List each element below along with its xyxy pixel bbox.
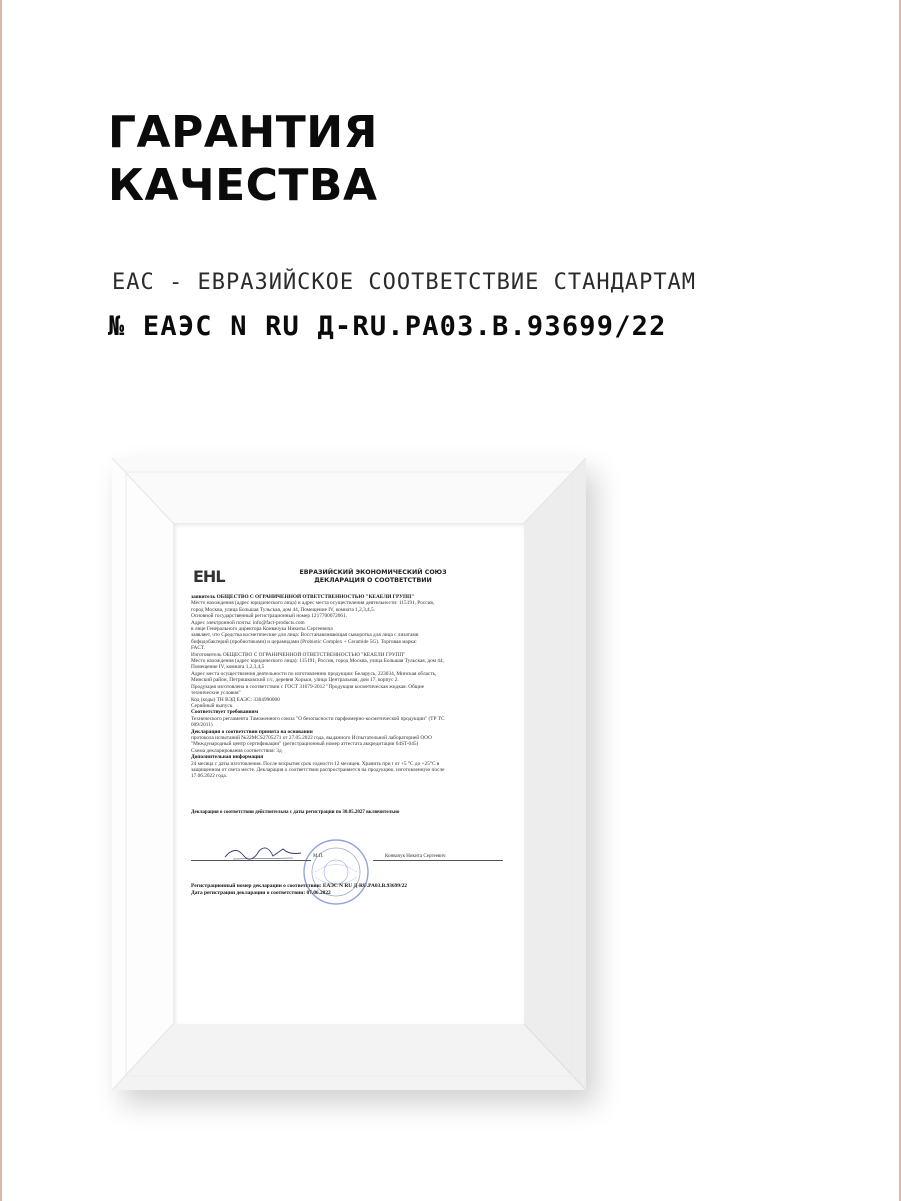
document-line: протокола испытаний №22MCS2705271 от 27.05.2022 года, выданного Испытательной лабораторией ООО <box>191 734 432 741</box>
title-line-1: ГАРАНТИЯ <box>108 107 378 158</box>
document-line: FACT. <box>191 645 206 652</box>
document-line: Декларация о соответствии принята на основании <box>191 728 313 735</box>
left-edge-line <box>0 0 2 1201</box>
document-line: 24 месяца с даты изготовления. После вскрытия срок годности 12 месяцев. Хранить при t от +5 °С до +25°С в <box>191 760 440 767</box>
seal-mark: М.П. <box>313 854 324 859</box>
document-line: бифидобактерий (пробиотиками) и церамидами (Probiotic Complex + Ceramide 5G). Торговая марка: <box>191 638 417 645</box>
registration-date: Дата регистрации декларации о соответствии: 07.06.2022 <box>191 889 331 896</box>
signature-line <box>191 860 311 861</box>
document-line: Дополнительная информация <box>191 754 264 761</box>
document-line: заявляет, что Средства косметические для лица: Восстанавливающая сыворотка для лица с лизатами <box>191 632 419 639</box>
document-line: защищенном от света месте. Декларация о соответствии распространяется на продукцию, изготовленную после <box>191 766 445 773</box>
document-line: Схема декларирования соответствия: 3д <box>191 747 282 754</box>
eac-logo: EHL <box>193 567 225 586</box>
document-line: Технического регламента Таможенного союза "О безопасности парфюмерно-косметической продукции" (ТР ТС <box>191 715 445 722</box>
declaration-title: ДЕКЛАРАЦИЯ О СООТВЕТСТВИИ <box>314 577 432 584</box>
certificate-number: № ЕАЭС N RU Д-RU.PA03.B.93699/22 <box>108 311 667 342</box>
document-line: заявитель ОБЩЕСТВО С ОГРАНИЧЕННОЙ ОТВЕТСТВЕННОСТЬЮ "КЕАЕЛИ ГРУПП" <box>191 594 415 600</box>
document-line: Изготовитель ОБЩЕСТВО С ОГРАНИЧЕННОЙ ОТВЕТСТВЕННОСТЬЮ "КЕАЕЛИ ГРУПП" <box>191 651 406 658</box>
round-stamp <box>301 837 371 907</box>
document-line: Соответствует требованиям <box>191 709 259 716</box>
document-line: 009/2011) <box>191 722 213 729</box>
document-line: Место нахождения (адрес юридического лица) и адрес места осуществления деятельности: 115191, Россия, <box>191 600 435 607</box>
picture-frame <box>112 458 586 1090</box>
document-line: Код (коды) ТН ВЭД ЕАЭС: 3304990000 <box>191 696 280 703</box>
page-title <box>108 106 378 212</box>
signer-line <box>373 860 503 861</box>
document-line: Основной государственный регистрационный номер 1217700072061. <box>191 613 348 620</box>
document-line: технические условия" <box>191 690 241 697</box>
union-title: ЕВРАЗИЙСКИЙ ЭКОНОМИЧЕСКИЙ СОЮЗ <box>299 569 447 576</box>
document-line: Продукция изготовлена в соответствии с ГОСТ 31679-2012 "Продукция косметическая жидкая. Общие <box>191 683 425 690</box>
document-header <box>283 569 463 585</box>
signer-name: Конвачук Никита Сергеевич <box>385 854 446 859</box>
registration-number: Регистрационный номер декларации о соответствии: ЕАЭС N RU Д-RU.PA03.B.93699/22 <box>191 883 407 889</box>
certificate-document <box>173 523 524 1024</box>
document-line: "Международный центр сертификации" (регистрационный номер аттестата аккредитации 64ST-045) <box>191 741 419 748</box>
document-line: Адрес места осуществления деятельности по изготовлению продукции: Беларусь, 223034, Минская область, <box>191 670 437 677</box>
document-body <box>191 594 509 780</box>
validity-line: Декларация о соответствии действительна с даты регистрации по 30.05.2027 включительно <box>191 810 400 815</box>
document-line: Помещение IV, комната 1,2,3,4,5 <box>191 664 265 671</box>
document-line: Адрес электронной почты: info@fact-products.com <box>191 619 305 626</box>
document-line: Место нахождения (адрес юридического лица): 115191, Россия, город Москва, улица Большая Тульская, дом 44, <box>191 658 444 665</box>
eac-subtitle: EAC - ЕВРАЗИЙСКОЕ СООТВЕТСТВИЕ СТАНДАРТАМ <box>112 270 697 295</box>
document-line: город Москва, улица Большая Тульская, дом 44, Помещение IV, комната 1,2,3,4,5. <box>191 606 376 613</box>
document-line: Серийный выпуск <box>191 702 233 709</box>
document-line: 17.06.2022 года. <box>191 773 228 780</box>
title-line-2: КАЧЕСТВА <box>108 160 378 211</box>
registration-info <box>191 883 509 896</box>
document-line: Минский район, Петришковский с/с, деревня Хорьки, улица Центральная, дом 17, корпус 2. <box>191 677 399 684</box>
document-line: в лице Генерального директора Конвачука Никиты Сергеевича <box>191 626 333 633</box>
